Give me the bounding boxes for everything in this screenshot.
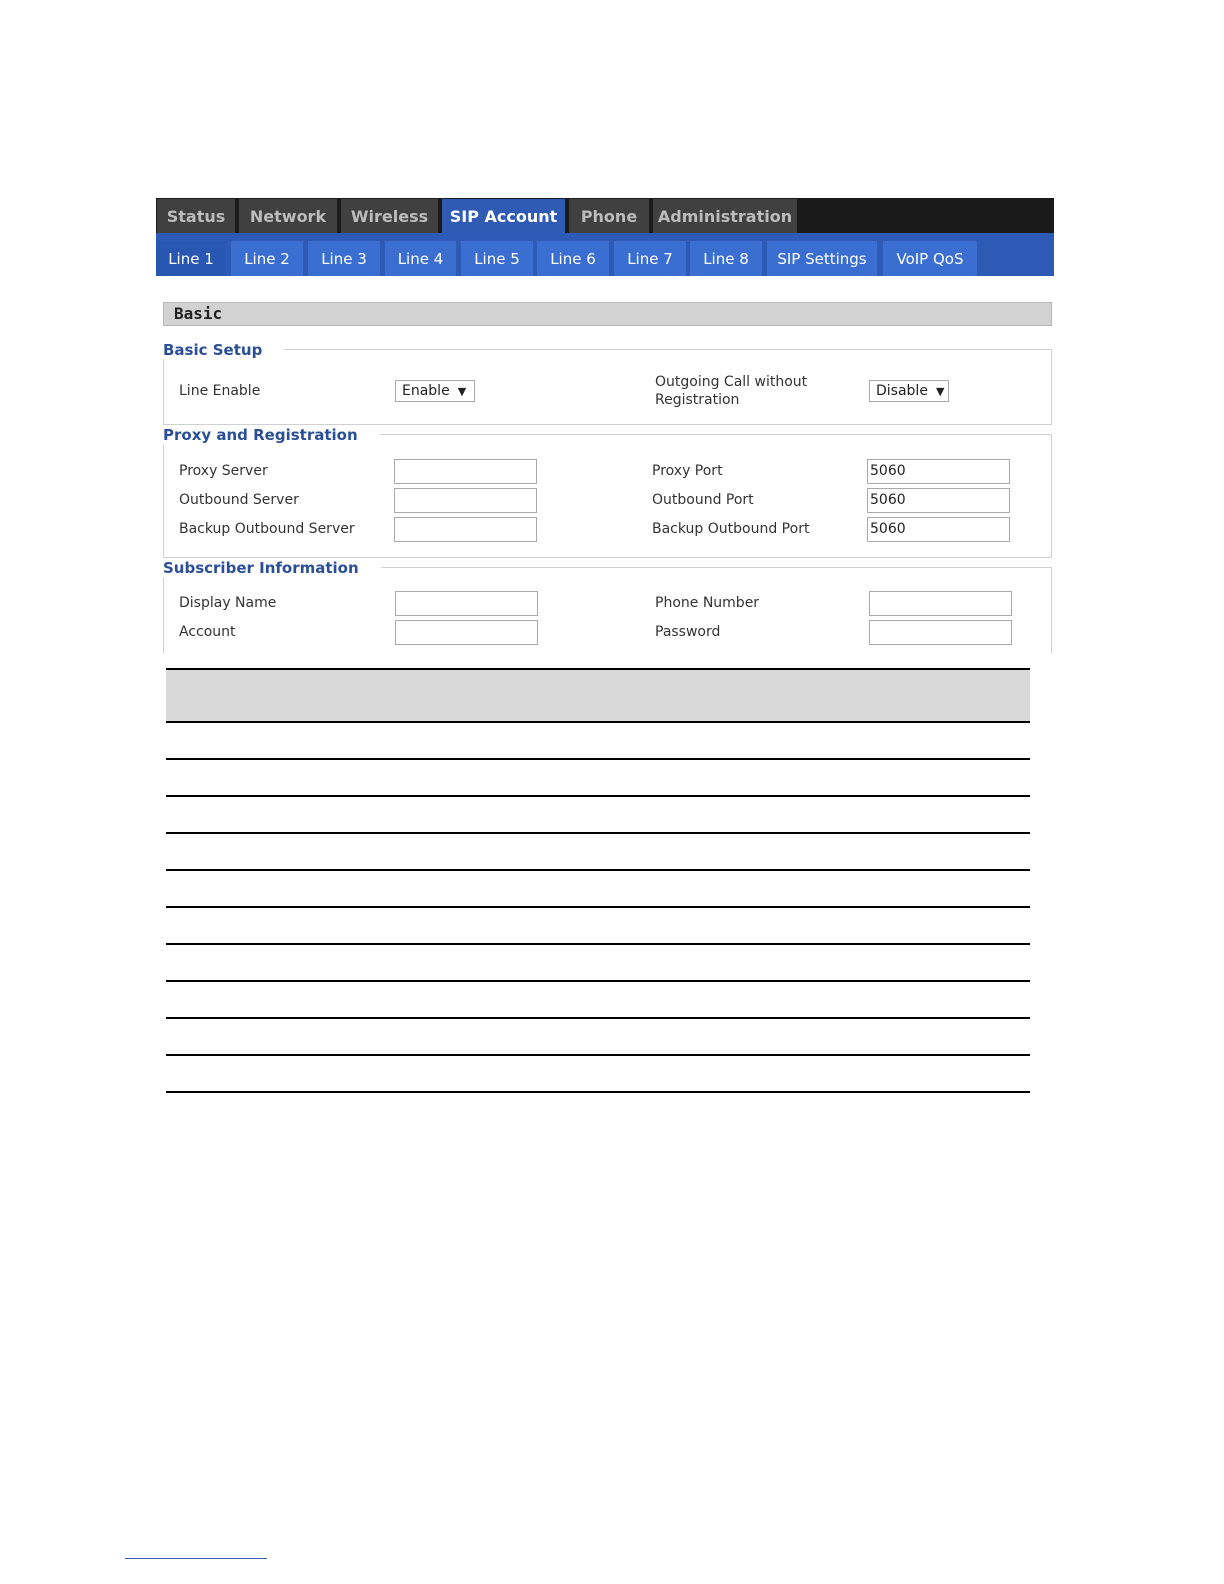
sub-tab-bar xyxy=(156,233,1054,276)
outgoing-call-select[interactable] xyxy=(869,380,949,402)
line-enable-label: Line Enable xyxy=(179,383,261,399)
table-header-row xyxy=(166,668,1030,723)
subtab-line-4[interactable]: Line 4 xyxy=(385,241,456,276)
subtab-sip-settings[interactable]: SIP Settings xyxy=(767,241,877,276)
table-row-rule xyxy=(166,906,1030,908)
section-header-basic: Basic xyxy=(163,302,1052,326)
tab-phone[interactable]: Phone xyxy=(569,199,649,233)
phone-number-label: Phone Number xyxy=(655,595,760,611)
fieldset-basic-setup xyxy=(163,341,1052,425)
outbound-server-input[interactable] xyxy=(394,488,537,513)
table-row-rule xyxy=(166,943,1030,945)
proxy-port-input[interactable]: 5060 xyxy=(867,459,1010,484)
proxy-server-input[interactable] xyxy=(394,459,537,484)
table-row-rule xyxy=(166,1091,1030,1093)
backup-outbound-port-label: Backup Outbound Port xyxy=(652,521,810,537)
main-tab-bar xyxy=(156,198,1054,233)
tab-administration[interactable]: Administration xyxy=(653,199,797,233)
table-row-rule xyxy=(166,758,1030,760)
password-label: Password xyxy=(655,624,721,640)
fieldset-proxy-registration xyxy=(163,426,1052,558)
table-row-rule xyxy=(166,1054,1030,1056)
display-name-input[interactable] xyxy=(395,591,538,616)
legend-proxy-registration: Proxy and Registration xyxy=(163,426,380,444)
outbound-port-label: Outbound Port xyxy=(652,492,754,508)
footnote-separator xyxy=(125,1558,267,1559)
subtab-line-2[interactable]: Line 2 xyxy=(231,241,303,276)
legend-subscriber-information: Subscriber Information xyxy=(163,559,381,577)
display-name-label: Display Name xyxy=(179,595,277,611)
table-row-rule xyxy=(166,721,1030,723)
subtab-line-3[interactable]: Line 3 xyxy=(308,241,380,276)
account-label: Account xyxy=(179,624,236,640)
phone-number-input[interactable] xyxy=(869,591,1012,616)
table-row-rule xyxy=(166,795,1030,797)
tab-sip-account[interactable]: SIP Account xyxy=(442,199,565,233)
outgoing-call-value: Disable xyxy=(876,383,928,399)
fieldset-subscriber-information xyxy=(163,559,1052,653)
tab-network[interactable]: Network xyxy=(239,199,337,233)
subtab-line-7[interactable]: Line 7 xyxy=(614,241,686,276)
line-enable-select[interactable] xyxy=(395,380,475,402)
caret-down-icon: ▼ xyxy=(935,385,945,398)
proxy-server-label: Proxy Server xyxy=(179,463,268,479)
subtab-voip-qos[interactable]: VoIP QoS xyxy=(883,241,977,276)
outbound-port-input[interactable]: 5060 xyxy=(867,488,1010,513)
subtab-line-1[interactable]: Line 1 xyxy=(157,241,225,276)
subtab-line-6[interactable]: Line 6 xyxy=(537,241,609,276)
proxy-port-label: Proxy Port xyxy=(652,463,723,479)
backup-outbound-server-input[interactable] xyxy=(394,517,537,542)
backup-outbound-port-input[interactable]: 5060 xyxy=(867,517,1010,542)
subtab-line-8[interactable]: Line 8 xyxy=(690,241,762,276)
backup-outbound-server-label: Backup Outbound Server xyxy=(179,521,355,537)
tab-status[interactable]: Status xyxy=(157,199,235,233)
caret-down-icon: ▼ xyxy=(457,385,467,398)
outgoing-call-label-line1: Outgoing Call without xyxy=(655,374,808,390)
password-input[interactable] xyxy=(869,620,1012,645)
table-row-rule xyxy=(166,832,1030,834)
table-row-rule xyxy=(166,869,1030,871)
legend-basic-setup: Basic Setup xyxy=(163,341,284,359)
outbound-server-label: Outbound Server xyxy=(179,492,299,508)
outgoing-call-label-line2: Registration xyxy=(655,392,740,408)
tab-wireless[interactable]: Wireless xyxy=(341,199,438,233)
table-row-rule xyxy=(166,1017,1030,1019)
table-row-rule xyxy=(166,980,1030,982)
account-input[interactable] xyxy=(395,620,538,645)
subtab-line-5[interactable]: Line 5 xyxy=(461,241,533,276)
line-enable-value: Enable xyxy=(402,383,450,399)
